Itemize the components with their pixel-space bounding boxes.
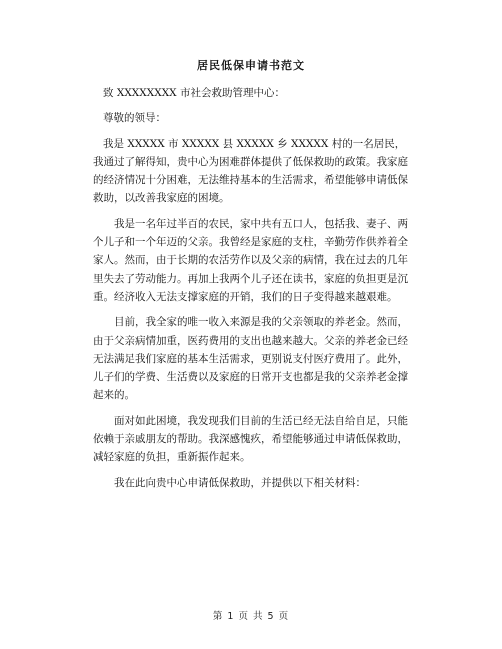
text-line: 个儿子和一个年迈的父亲。我曾经是家庭的支柱，辛勤劳作供养着全 <box>93 236 408 249</box>
text-line: 目前，我全家的唯一收入来源是我的父亲领取的养老金。然而， <box>114 316 408 329</box>
text-line: 无法满足我们家庭的基本生活需求，更别说支付医疗费用了。此外， <box>93 352 408 365</box>
addressee-paragraph <box>93 84 409 102</box>
text-line: 我在此向贵中心申请低保救助，并提供以下相关材料： <box>114 476 366 489</box>
body-paragraph-3 <box>93 313 409 404</box>
text-line: 我通过了解得知，贵中心为困难群体提供了低保救助的政策。我家庭 <box>93 155 408 168</box>
greeting-line: 尊敬的领导： <box>103 112 166 125</box>
text-line: 由于父亲病情加重，医药费用的支出也越来越大。父亲的养老金已经 <box>93 334 408 347</box>
text-line: 起来的。 <box>93 389 135 402</box>
text-line: 我是 XXXXX 市 XXXXX 县 XXXXX 乡 XXXXX 村的一名居民， <box>103 137 406 150</box>
text-line: 我是一名年过半百的农民，家中共有五口人，包括我、妻子、两 <box>114 217 408 230</box>
body-paragraph-1 <box>93 135 409 208</box>
body-paragraph-4 <box>93 412 409 467</box>
page-number-footer: 第 1 页 共 5 页 <box>212 611 290 622</box>
text-line: 依赖于亲戚朋友的帮助。我深感愧疚，希望能够通过申请低保救助， <box>93 433 408 446</box>
text-line: 减轻家庭的负担，重新振作起来。 <box>93 451 251 464</box>
body-paragraph-5 <box>93 474 409 492</box>
text-line: 救助，以改善我家庭的困境。 <box>93 192 230 205</box>
text-line: 家人。然而，由于长期的农活劳作以及父亲的病情，我在过去的几年 <box>93 254 408 267</box>
addressee-line: 致 XXXXXXXX 市社会救助管理中心： <box>103 87 285 99</box>
text-line: 里失去了劳动能力。再加上我两个儿子还在读书，家庭的负担更是沉 <box>93 272 408 285</box>
document-title: 居民低保申请书范文 <box>197 59 305 72</box>
text-line: 的经济情况十分困难，无法维持基本的生活需求，希望能够申请低保 <box>93 174 408 187</box>
greeting-paragraph <box>93 109 409 127</box>
text-line: 面对如此困境，我发现我们目前的生活已经无法自给自足，只能 <box>114 414 408 427</box>
document-body <box>93 84 409 499</box>
body-paragraph-2 <box>93 215 409 306</box>
text-line: 重。经济收入无法支撑家庭的开销，我们的日子变得越来越艰难。 <box>93 290 398 303</box>
text-line: 儿子们的学费、生活费以及家庭的日常开支也都是我的父亲养老金撑 <box>93 371 408 384</box>
